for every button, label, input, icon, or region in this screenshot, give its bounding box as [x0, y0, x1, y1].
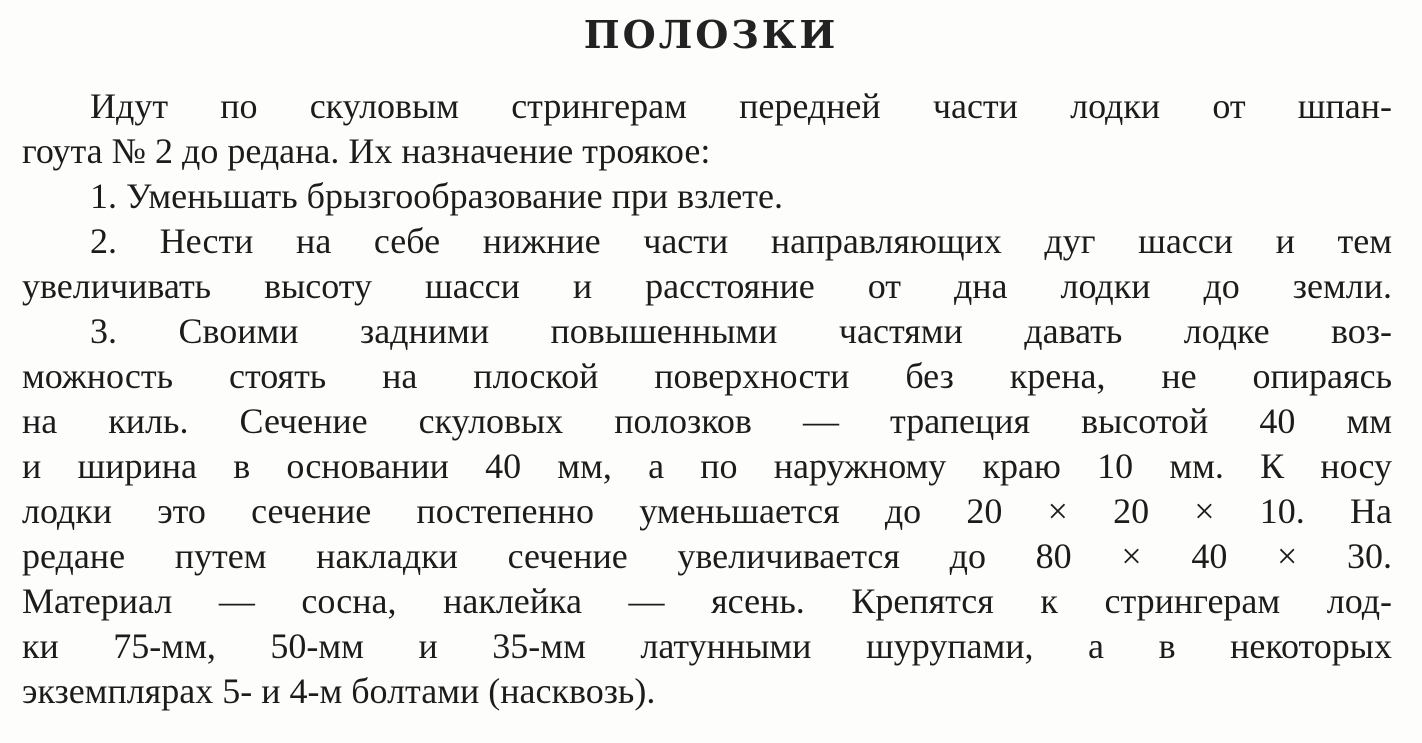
text-line: гоута № 2 до редана. Их назначение троякое:: [22, 131, 711, 171]
text-line: можность стоять на плоской поверхности без крена, не опираясь: [22, 356, 1392, 396]
text-line: редане путем накладки сечение увеличивается до 80 × 40 × 30.: [22, 536, 1392, 576]
body-text: [22, 84, 1392, 714]
text-line: 1. Уменьшать брызгообразование при взлете.: [90, 176, 783, 216]
text-line: увеличивать высоту шасси и расстояние от дна лодки до земли.: [22, 266, 1392, 306]
text-line: ки 75-мм, 50-мм и 35-мм латунными шурупами, а в некоторых: [22, 626, 1392, 666]
page-title: ПОЛОЗКИ: [583, 12, 839, 57]
text-line: лодки это сечение постепенно уменьшается до 20 × 20 × 10. На: [22, 491, 1392, 531]
text-line: 3. Своими задними повышенными частями давать лодке воз-: [90, 311, 1392, 351]
text-line: Идут по скуловым стрингерам передней части лодки от шпан-: [90, 86, 1392, 126]
text-line: экземплярах 5- и 4-м болтами (насквозь).: [22, 671, 656, 711]
text-line: и ширина в основании 40 мм, а по наружному краю 10 мм. К носу: [22, 446, 1392, 486]
text-line: Материал — сосна, наклейка — ясень. Крепятся к стрингерам лод-: [22, 581, 1392, 621]
text-line: 2. Нести на себе нижние части направляющих дуг шасси и тем: [90, 221, 1392, 261]
text-line: на киль. Сечение скуловых полозков — трапеция высотой 40 мм: [22, 401, 1392, 441]
